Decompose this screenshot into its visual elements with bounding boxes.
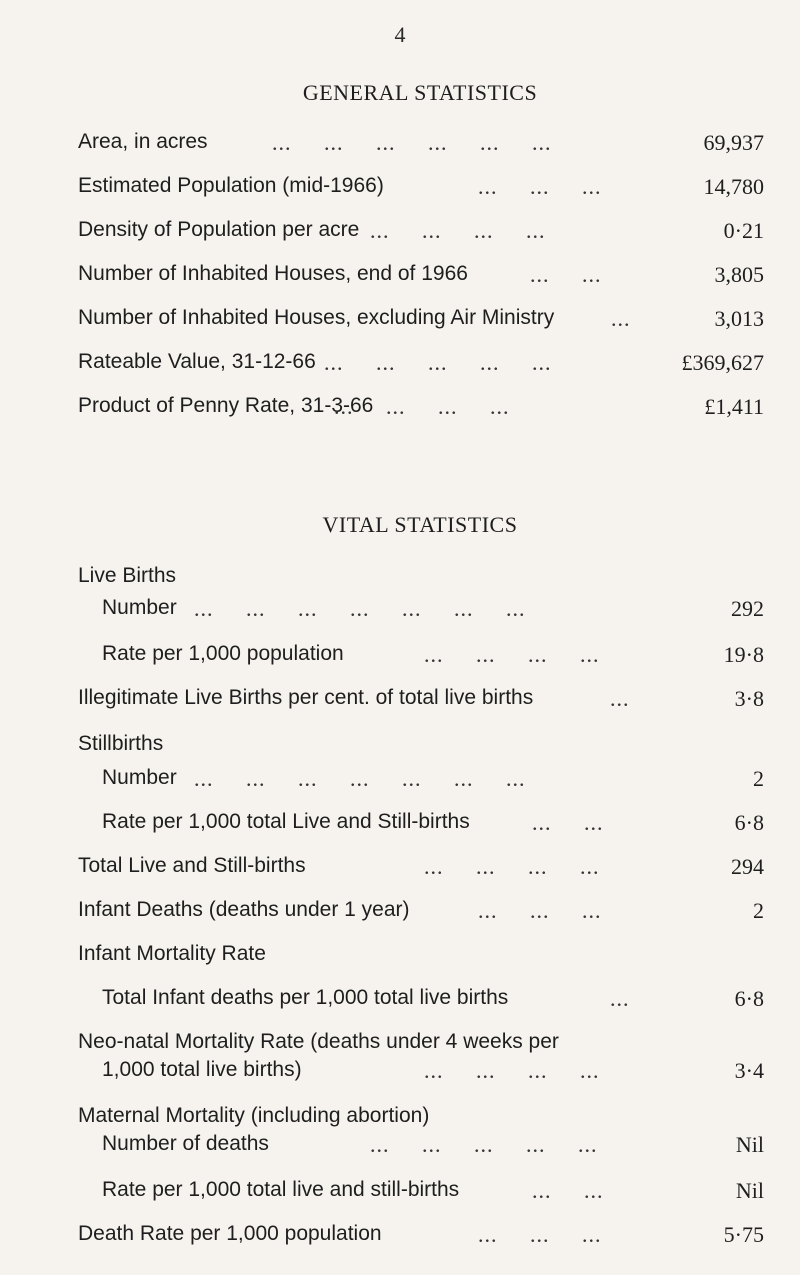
leader-dots: ... ... ... ... <box>424 1058 600 1083</box>
row-label: Number of Inhabited Houses, excluding Air Ministry <box>78 306 555 329</box>
row-value: £369,627 <box>681 350 764 375</box>
leader-dots: ... ... ... ... <box>424 854 600 879</box>
row-label: Rate per 1,000 total live and still-births <box>102 1178 460 1201</box>
row-value: 3·8 <box>734 686 764 711</box>
leader-dots: ... ... ... <box>478 174 602 199</box>
row-label: Number of Inhabited Houses, end of 1966 <box>78 262 468 285</box>
leader-dots: ... <box>610 986 630 1011</box>
row-label: Total Infant deaths per 1,000 total live births <box>102 986 509 1009</box>
leader-dots: ... <box>610 686 630 711</box>
general-statistics-heading: GENERAL STATISTICS <box>302 80 538 105</box>
total-births-row <box>0 854 800 884</box>
leader-dots: ... ... <box>530 262 602 287</box>
general-row-population <box>0 174 800 204</box>
row-value: 3,805 <box>714 262 764 287</box>
leader-dots: ... ... ... <box>478 898 602 923</box>
row-value: 14,780 <box>703 174 764 199</box>
general-row-density <box>0 218 800 248</box>
general-row-penny-rate <box>0 394 800 424</box>
page-number: 4 <box>394 22 406 47</box>
row-label: Density of Population per acre <box>78 218 360 241</box>
row-value: Nil <box>735 1132 764 1157</box>
leader-dots: ... ... ... ... ... ... ... <box>194 766 526 791</box>
row-value: Nil <box>735 1178 764 1203</box>
leader-dots: ... ... ... ... <box>334 394 510 419</box>
row-label: Infant Deaths (deaths under 1 year) <box>78 898 410 921</box>
row-value: 0·21 <box>723 218 764 243</box>
maternal-deaths-row <box>0 1132 800 1162</box>
leader-dots: ... ... ... ... ... <box>370 1132 598 1157</box>
row-value: 69,937 <box>703 130 764 155</box>
row-label: Rate per 1,000 total Live and Still-births <box>102 810 470 833</box>
row-value: 2 <box>753 898 764 923</box>
leader-dots: ... ... ... ... <box>370 218 546 243</box>
row-value: 3,013 <box>714 306 764 331</box>
leader-dots: ... ... <box>532 810 604 835</box>
neonatal-line1: Neo-natal Mortality Rate (deaths under 4 weeks per <box>78 1030 559 1053</box>
leader-dots: ... ... <box>532 1178 604 1203</box>
infant-mortality-heading: Infant Mortality Rate <box>78 942 266 965</box>
illegitimate-row <box>0 686 800 716</box>
row-value: 3·4 <box>734 1058 764 1083</box>
death-rate-row <box>0 1222 800 1252</box>
leader-dots: ... ... ... ... ... ... <box>272 130 552 155</box>
row-value: 6·8 <box>734 810 764 835</box>
general-row-rateable <box>0 350 800 380</box>
live-births-number-row <box>0 596 800 626</box>
row-value: 294 <box>731 854 764 879</box>
stillbirths-number-row <box>0 766 800 796</box>
maternal-heading: Maternal Mortality (including abortion) <box>78 1104 430 1127</box>
leader-dots: ... <box>611 306 631 331</box>
row-label: Rate per 1,000 population <box>102 642 344 665</box>
row-label: Number of deaths <box>102 1132 269 1155</box>
leader-dots: ... ... ... ... ... <box>324 350 552 375</box>
row-label: Illegitimate Live Births per cent. of total live births <box>78 686 534 709</box>
infant-deaths-row <box>0 898 800 928</box>
row-label: Death Rate per 1,000 population <box>78 1222 382 1245</box>
row-label: Total Live and Still-births <box>78 854 306 877</box>
general-row-area <box>0 130 800 160</box>
row-value: 19·8 <box>723 642 764 667</box>
row-value: 6·8 <box>734 986 764 1011</box>
leader-dots: ... ... ... ... <box>424 642 600 667</box>
row-value: 5·75 <box>723 1222 764 1247</box>
row-label: Rateable Value, 31-12-66 <box>78 350 316 373</box>
row-label: Product of Penny Rate, 31-3-66 <box>78 394 374 417</box>
leader-dots: ... ... ... ... ... ... ... <box>194 596 526 621</box>
row-label: Estimated Population (mid-1966) <box>78 174 384 197</box>
vital-statistics-heading: VITAL STATISTICS <box>322 512 518 537</box>
live-births-rate-row <box>0 642 800 672</box>
stillbirths-rate-row <box>0 810 800 840</box>
general-row-houses <box>0 262 800 292</box>
general-row-houses-excl <box>0 306 800 336</box>
row-label: Area, in acres <box>78 130 208 153</box>
row-value: 2 <box>753 766 764 791</box>
infant-mortality-total-row <box>0 986 800 1016</box>
row-label: 1,000 total live births) <box>102 1058 302 1081</box>
row-label: Number <box>102 596 177 619</box>
live-births-heading: Live Births <box>78 564 177 587</box>
row-label: Number <box>102 766 177 789</box>
stillbirths-heading: Stillbirths <box>78 732 164 755</box>
neonatal-row <box>0 1058 800 1088</box>
leader-dots: ... ... ... <box>478 1222 602 1247</box>
row-value: £1,411 <box>704 394 764 419</box>
maternal-rate-row <box>0 1178 800 1208</box>
row-value: 292 <box>731 596 764 621</box>
